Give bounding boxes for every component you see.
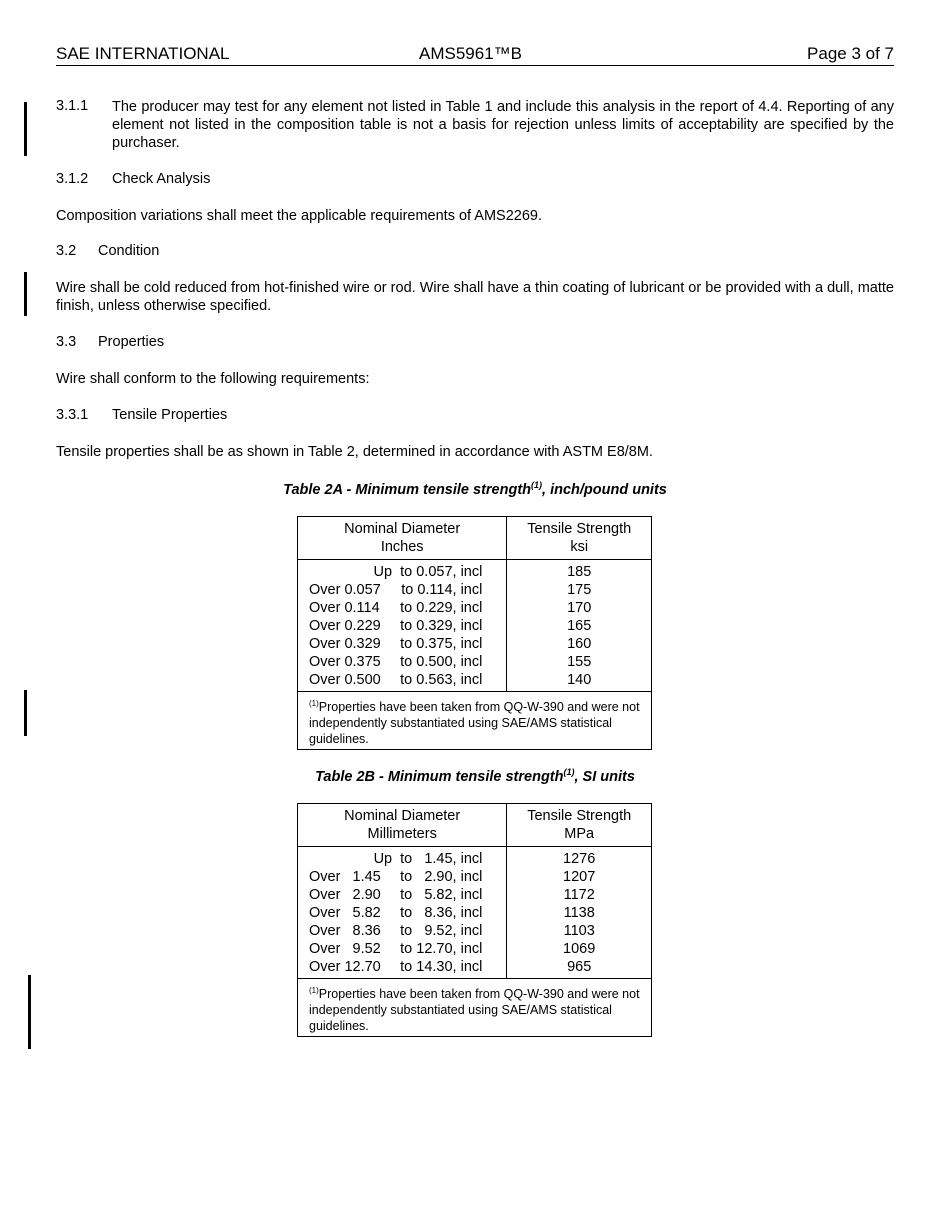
diameter-lower-bound: Over 9.52 — [309, 941, 381, 957]
diameter-lower-bound: Over 5.82 — [309, 905, 381, 921]
diameter-lower-bound: Over 2.90 — [309, 887, 381, 903]
table-row-diameter — [298, 940, 506, 958]
table-2a-header-diameter: Nominal Diameter Inches — [298, 517, 507, 560]
paragraph-condition: Wire shall be cold reduced from hot-finished wire or rod. Wire shall have a thin coating of lubricant or be provided with a dull, matte finish, unless otherwise specified. — [56, 280, 894, 314]
diameter-upper-bound: to 0.114, incl — [401, 582, 483, 598]
table-row-diameter — [298, 635, 506, 653]
diameter-lower-bound: Over 8.36 — [309, 923, 381, 939]
diameter-upper-bound: to 0.329, incl — [400, 618, 483, 634]
change-bar — [24, 102, 27, 156]
section-number-3-1-2: 3.1.2 — [56, 171, 89, 187]
table-2a-header-tensile: Tensile Strength ksi — [507, 517, 652, 560]
table-row-diameter — [298, 868, 506, 886]
diameter-lower-bound: Over 0.329 — [309, 636, 381, 652]
table-row-diameter — [298, 617, 506, 635]
header-org: SAE INTERNATIONAL — [56, 44, 230, 63]
header-page-number: Page 3 of 7 — [807, 44, 894, 63]
table-2b-header-tensile: Tensile Strength MPa — [507, 804, 652, 847]
diameter-upper-bound: to 2.90, incl — [400, 869, 483, 885]
table-2b-diameter-column — [298, 847, 507, 979]
change-bar — [24, 272, 27, 316]
table-2b-tensile-column — [507, 847, 652, 979]
diameter-upper-bound: Up to 0.057, incl — [373, 564, 483, 580]
section-title-check-analysis: Check Analysis — [112, 171, 211, 187]
paragraph-check-analysis: Composition variations shall meet the applicable requirements of AMS2269. — [56, 208, 543, 224]
section-number-3-1-1: 3.1.1 — [56, 98, 89, 114]
diameter-lower-bound: Over 0.500 — [309, 672, 381, 688]
section-title-condition: Condition — [98, 243, 160, 259]
table-2a-diameter-column — [298, 560, 507, 692]
header-doc-id: AMS5961™B — [419, 44, 522, 63]
table-row-diameter — [298, 671, 506, 689]
section-3-1-1-text: The producer may test for any element not listed in Table 1 and include this analysis in the report of 4.4. Reporting of any element not listed in the composition table is not a basis for rejection unless limits of acceptability are specified by the purchaser. — [112, 99, 894, 151]
diameter-upper-bound: to 0.563, incl — [400, 672, 483, 688]
table-2b-header-diameter: Nominal Diameter Millimeters — [298, 804, 507, 847]
table-row-diameter — [298, 904, 506, 922]
table-row-tensile-value: 1207 — [563, 869, 596, 885]
table-2b-footnote: $^{(1)}$Properties have been taken from QQ-W-390 and were not independently substantiated using SAE/AMS statistical guidelines. — [298, 979, 652, 1037]
table-row-diameter — [298, 599, 506, 617]
change-bar — [24, 690, 27, 736]
table-2b-caption: Table 2B - Minimum tensile strength$^{(1)}$, SI units — [315, 767, 635, 785]
diameter-upper-bound: to 8.36, incl — [400, 905, 483, 921]
diameter-lower-bound: Over 0.375 — [309, 654, 381, 670]
table-row-diameter — [298, 581, 506, 599]
table-row-diameter — [298, 922, 506, 940]
diameter-lower-bound: Over 1.45 — [309, 869, 381, 885]
section-number-3-3: 3.3 — [56, 334, 77, 350]
table-row-tensile-value: 140 — [567, 672, 592, 688]
table-row-tensile-value: 160 — [567, 636, 592, 652]
section-title-properties: Properties — [98, 334, 165, 350]
table-row-tensile-value: 1103 — [563, 923, 595, 939]
table-row-tensile-value: 1276 — [563, 851, 596, 867]
diameter-upper-bound: to 0.375, incl — [400, 636, 483, 652]
table-row-diameter — [298, 653, 506, 671]
section-number-3-3-1: 3.3.1 — [56, 407, 89, 423]
diameter-lower-bound: Over 0.057 — [309, 582, 381, 598]
table-row-tensile-value: 1172 — [563, 887, 595, 903]
paragraph-properties: Wire shall conform to the following requirements: — [56, 371, 370, 387]
table-row-tensile-value: 175 — [567, 582, 592, 598]
page-header — [56, 44, 894, 66]
diameter-upper-bound: to 5.82, incl — [400, 887, 483, 903]
diameter-upper-bound: to 0.500, incl — [400, 654, 483, 670]
diameter-upper-bound: to 14.30, incl — [400, 959, 483, 975]
paragraph-tensile: Tensile properties shall be as shown in Table 2, determined in accordance with ASTM E8/8M. — [56, 444, 653, 460]
table-2a-footnote: $^{(1)}$Properties have been taken from QQ-W-390 and were not independently substantiated using SAE/AMS statistical guidelines. — [298, 692, 652, 750]
table-row-tensile-value: 165 — [567, 618, 592, 634]
table-row-tensile-value: 155 — [567, 654, 592, 670]
table-row-tensile-value: 170 — [567, 600, 592, 616]
table-row-diameter — [298, 886, 506, 904]
section-title-tensile-properties: Tensile Properties — [112, 407, 228, 423]
table-row-tensile-value: 185 — [567, 564, 592, 580]
diameter-lower-bound: Over 0.114 — [309, 600, 380, 616]
table-row-diameter — [298, 958, 506, 976]
diameter-upper-bound: to 12.70, incl — [400, 941, 483, 957]
table-row-diameter — [298, 563, 506, 581]
diameter-lower-bound: Over 0.229 — [309, 618, 381, 634]
section-number-3-2: 3.2 — [56, 243, 77, 259]
diameter-upper-bound: to 0.229, incl — [400, 600, 483, 616]
table-2a-tensile-column — [507, 560, 652, 692]
table-row-diameter — [298, 850, 506, 868]
change-bar — [28, 975, 31, 1049]
table-2a — [297, 516, 652, 750]
table-2b — [297, 803, 652, 1037]
table-row-tensile-value: 1069 — [563, 941, 596, 957]
diameter-lower-bound: Over 12.70 — [309, 959, 381, 975]
table-2a-caption: Table 2A - Minimum tensile strength$^{(1)}$, inch/pound units — [283, 480, 667, 498]
diameter-upper-bound: to 9.52, incl — [400, 923, 483, 939]
table-row-tensile-value: 1138 — [563, 905, 595, 921]
table-row-tensile-value: 965 — [567, 959, 592, 975]
diameter-upper-bound: Up to 1.45, incl — [373, 851, 483, 867]
